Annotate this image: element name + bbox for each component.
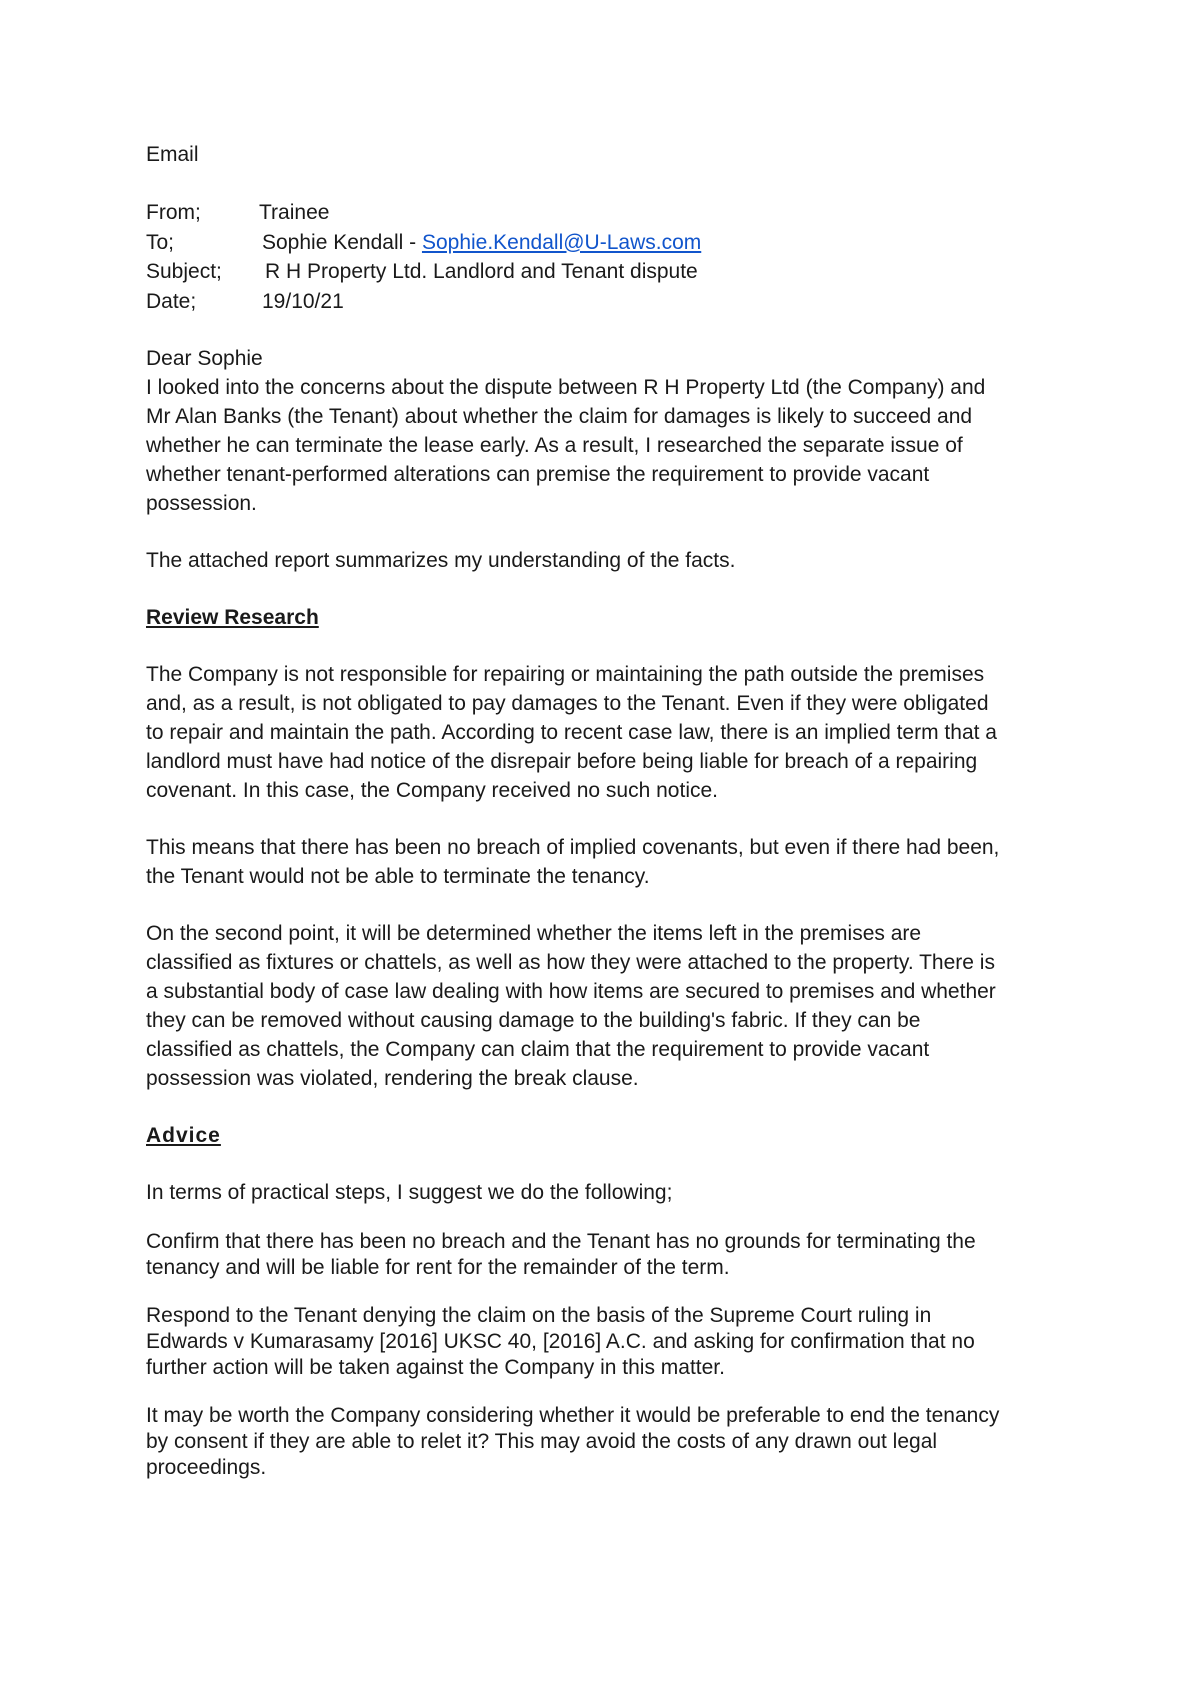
advice-heading-block bbox=[146, 1121, 1066, 1150]
paragraph-line: the Tenant would not be able to terminate the tenancy. bbox=[146, 865, 650, 888]
date-value: 19/10/21 bbox=[262, 289, 344, 313]
email-header bbox=[146, 198, 1066, 316]
subject-value: R H Property Ltd. Landlord and Tenant dispute bbox=[265, 260, 698, 283]
date-row bbox=[146, 287, 1066, 317]
subject-row bbox=[146, 257, 1066, 287]
to-row bbox=[146, 228, 1066, 258]
paragraph-line: The attached report summarizes my understanding of the facts. bbox=[146, 549, 736, 572]
paragraph-line: whether tenant-performed alterations can premise the requirement to provide vacant bbox=[146, 463, 930, 486]
from-row bbox=[146, 198, 1066, 228]
paragraph-line: I looked into the concerns about the dispute between R H Property Ltd (the Company) and bbox=[146, 376, 986, 399]
to-label: To; bbox=[146, 230, 175, 254]
paragraph-line: classified as chattels, the Company can claim that the requirement to provide vacant bbox=[146, 1038, 930, 1061]
paragraph-line: In terms of practical steps, I suggest we do the following; bbox=[146, 1181, 673, 1204]
review-paragraph-3 bbox=[146, 919, 1066, 1093]
paragraph-line: they can be removed without causing damage to the building's fabric. If they can be bbox=[146, 1009, 921, 1032]
to-email-link[interactable]: Sophie.Kendall@U-Laws.com bbox=[421, 230, 702, 254]
paragraph-line: Edwards v Kumarasamy [2016] UKSC 40, [2016] A.C. and asking for confirmation that no bbox=[146, 1330, 975, 1353]
advice-paragraph-2 bbox=[146, 1303, 1066, 1381]
paragraph-line: The Company is not responsible for repairing or maintaining the path outside the premises bbox=[146, 663, 985, 686]
paragraph-line: It may be worth the Company considering whether it would be preferable to end the tenancy bbox=[146, 1404, 1000, 1427]
advice-intro bbox=[146, 1178, 1066, 1207]
paragraph-line: Respond to the Tenant denying the claim on the basis of the Supreme Court ruling in bbox=[146, 1304, 932, 1327]
paragraph-line: and, as a result, is not obligated to pay damages to the Tenant. Even if they were obligated bbox=[146, 692, 989, 715]
paragraph-line: This means that there has been no breach of implied covenants, but even if there had been, bbox=[146, 836, 1000, 859]
intro-section bbox=[146, 344, 1066, 518]
subject-label: Subject; bbox=[146, 260, 222, 283]
to-value bbox=[262, 228, 701, 258]
paragraph-line: landlord must have had notice of the disrepair before being liable for breach of a repairing bbox=[146, 750, 978, 773]
paragraph-line: further action will be taken against the Company in this matter. bbox=[146, 1356, 725, 1379]
paragraph-line: Confirm that there has been no breach and the Tenant has no grounds for terminating the bbox=[146, 1230, 976, 1253]
paragraph-line: a substantial body of case law dealing with how items are secured to premises and whether bbox=[146, 980, 996, 1003]
greeting: Dear Sophie bbox=[146, 347, 263, 370]
paragraph-line: Mr Alan Banks (the Tenant) about whether the claim for damages is likely to succeed and bbox=[146, 405, 973, 428]
date-label: Date; bbox=[146, 289, 197, 313]
advice-heading: Advice bbox=[146, 1124, 221, 1147]
paragraph-line: classified as fixtures or chattels, as well as how they were attached to the property. There is bbox=[146, 951, 995, 974]
document-title: Email bbox=[146, 143, 199, 166]
paragraph-line: On the second point, it will be determined whether the items left in the premises are bbox=[146, 922, 922, 945]
from-value: Trainee bbox=[259, 201, 330, 224]
advice-paragraph-3 bbox=[146, 1403, 1066, 1481]
review-paragraph-1 bbox=[146, 660, 1066, 805]
paragraph-line: proceedings. bbox=[146, 1456, 267, 1479]
review-research-heading: Review Research bbox=[146, 606, 319, 629]
review-paragraph-2 bbox=[146, 833, 1066, 891]
from-label: From; bbox=[146, 201, 201, 224]
paragraph-line: possession. bbox=[146, 492, 257, 515]
paragraph-line: by consent if they are able to relet it? This may avoid the costs of any drawn out legal bbox=[146, 1430, 938, 1453]
paragraph-line: whether he can terminate the lease early. As a result, I researched the separate issue of bbox=[146, 434, 963, 457]
advice-paragraph-1 bbox=[146, 1229, 1066, 1281]
attached-paragraph bbox=[146, 546, 1066, 575]
paragraph-line: to repair and maintain the path. According to recent case law, there is an implied term that a bbox=[146, 721, 997, 744]
paragraph-line: covenant. In this case, the Company received no such notice. bbox=[146, 779, 718, 802]
email-document bbox=[146, 140, 1066, 1481]
review-heading-block bbox=[146, 603, 1066, 632]
paragraph-line: possession was violated, rendering the break clause. bbox=[146, 1067, 639, 1090]
paragraph-line: tenancy and will be liable for rent for the remainder of the term. bbox=[146, 1256, 730, 1279]
to-name: Sophie Kendall - bbox=[262, 230, 422, 254]
